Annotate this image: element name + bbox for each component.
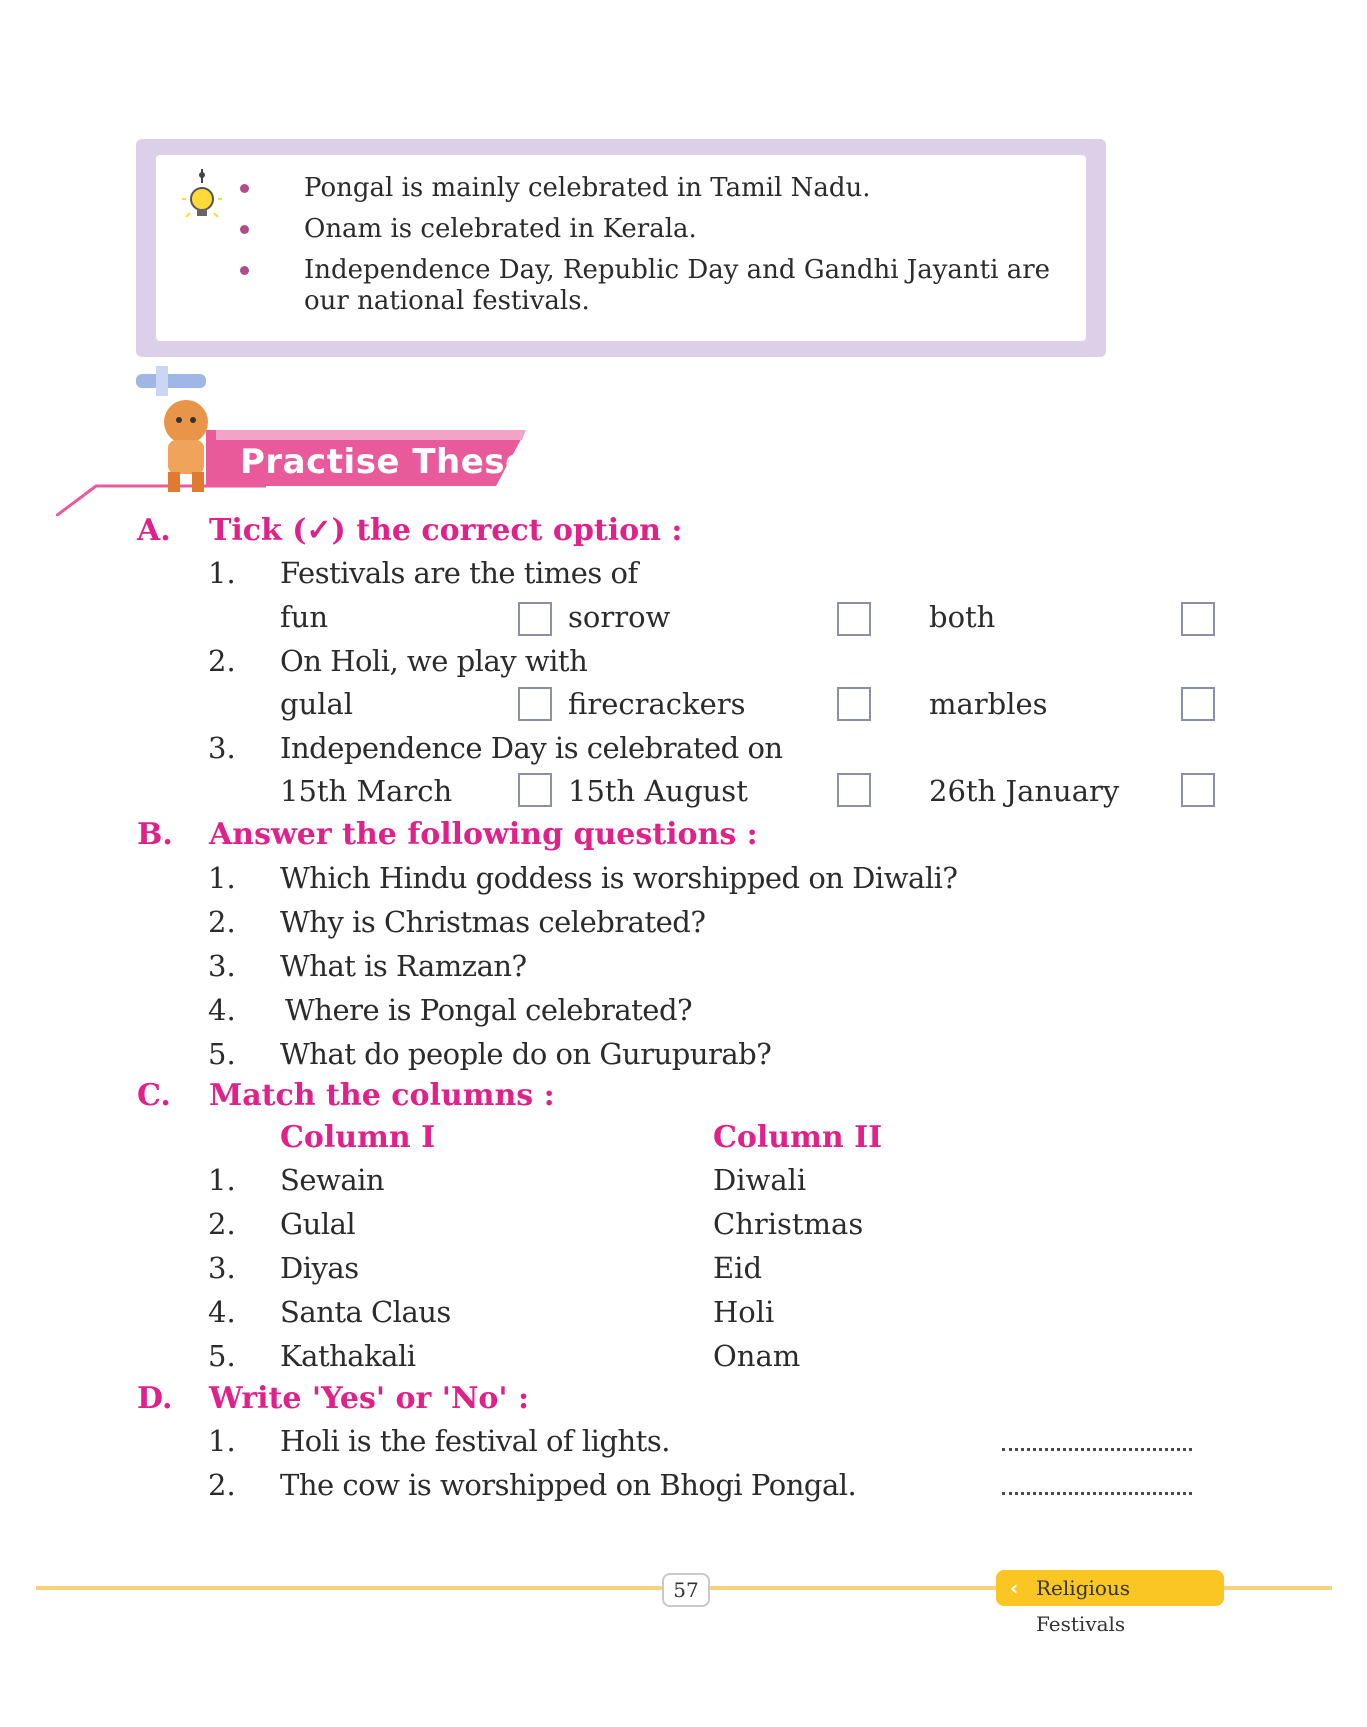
answer-blank[interactable] bbox=[1002, 1448, 1192, 1451]
option-checkbox[interactable] bbox=[518, 773, 552, 807]
tip-text: Onam is celebrated in Kerala. bbox=[304, 214, 697, 244]
section-c-letter: C. bbox=[137, 1078, 171, 1113]
chapter-title: Religious Festivals bbox=[1036, 1576, 1131, 1636]
question-text: What do people do on Gurupurab? bbox=[280, 1037, 772, 1071]
bullet-icon bbox=[240, 225, 249, 234]
tip-item bbox=[226, 255, 1066, 317]
option-label: 15th March bbox=[280, 774, 453, 808]
section-d-letter: D. bbox=[137, 1381, 173, 1416]
lightbulb-icon bbox=[182, 169, 222, 229]
section-a-letter: A. bbox=[137, 513, 171, 548]
tip-item bbox=[226, 173, 1066, 204]
chevron-left-icon: ‹ bbox=[1010, 1576, 1019, 1600]
match-col2: Holi bbox=[713, 1295, 775, 1329]
question-text: Festivals are the times of bbox=[280, 556, 638, 590]
option-checkbox[interactable] bbox=[1181, 602, 1215, 636]
question-number: 1. bbox=[208, 861, 236, 895]
option-checkbox[interactable] bbox=[837, 602, 871, 636]
match-number: 2. bbox=[208, 1207, 236, 1241]
question-number: 2. bbox=[208, 905, 236, 939]
chapter-tag bbox=[996, 1570, 1224, 1636]
match-number: 1. bbox=[208, 1163, 236, 1197]
question-text: What is Ramzan? bbox=[280, 949, 527, 983]
question-number: 4. bbox=[208, 993, 236, 1027]
tip-text: Pongal is mainly celebrated in Tamil Nadu. bbox=[304, 173, 871, 203]
match-col1: Kathakali bbox=[280, 1339, 416, 1373]
info-box-inner bbox=[156, 155, 1086, 341]
question-text: Holi is the festival of lights. bbox=[280, 1424, 670, 1458]
section-d-title: Write 'Yes' or 'No' : bbox=[209, 1381, 530, 1416]
column-1-header: Column I bbox=[280, 1120, 436, 1155]
match-col1: Diyas bbox=[280, 1251, 359, 1285]
match-col2: Christmas bbox=[713, 1207, 864, 1241]
option-checkbox[interactable] bbox=[1181, 687, 1215, 721]
match-col2: Onam bbox=[713, 1339, 801, 1373]
bullet-icon bbox=[240, 184, 249, 193]
question-number: 5. bbox=[208, 1037, 236, 1071]
option-checkbox[interactable] bbox=[837, 687, 871, 721]
match-number: 4. bbox=[208, 1295, 236, 1329]
banner-title: Practise These bbox=[240, 442, 529, 482]
match-number: 5. bbox=[208, 1339, 236, 1373]
option-label: firecrackers bbox=[568, 687, 746, 721]
tip-list bbox=[226, 173, 1066, 327]
column-2-header: Column II bbox=[713, 1120, 883, 1155]
match-col1: Sewain bbox=[280, 1163, 385, 1197]
option-label: fun bbox=[280, 600, 329, 634]
section-b-letter: B. bbox=[137, 817, 173, 852]
section-b-title: Answer the following questions : bbox=[209, 817, 758, 852]
section-a-title: Tick (✓) the correct option : bbox=[209, 513, 683, 548]
match-col1: Santa Claus bbox=[280, 1295, 451, 1329]
option-label: 15th August bbox=[568, 774, 748, 808]
option-label: sorrow bbox=[568, 600, 671, 634]
option-checkbox[interactable] bbox=[518, 602, 552, 636]
question-text: Independence Day is celebrated on bbox=[280, 731, 783, 765]
question-text: On Holi, we play with bbox=[280, 644, 588, 678]
question-text: The cow is worshipped on Bhogi Pongal. bbox=[280, 1468, 857, 1502]
question-text: Where is Pongal celebrated? bbox=[285, 993, 693, 1027]
info-box bbox=[136, 139, 1106, 357]
option-label: both bbox=[929, 600, 996, 634]
option-label: gulal bbox=[280, 687, 354, 721]
mascot-icon bbox=[136, 366, 208, 492]
option-checkbox[interactable] bbox=[837, 773, 871, 807]
match-col1: Gulal bbox=[280, 1207, 356, 1241]
option-checkbox[interactable] bbox=[1181, 773, 1215, 807]
question-number: 1. bbox=[208, 1424, 236, 1458]
match-col2: Eid bbox=[713, 1251, 763, 1285]
page-number: 57 bbox=[662, 1573, 710, 1607]
question-number: 3. bbox=[208, 949, 236, 983]
question-number: 2. bbox=[208, 1468, 236, 1502]
answer-blank[interactable] bbox=[1002, 1492, 1192, 1495]
question-text: Why is Christmas celebrated? bbox=[280, 905, 706, 939]
option-checkbox[interactable] bbox=[518, 687, 552, 721]
tip-text: Independence Day, Republic Day and Gandhi Jayanti are our national festivals. bbox=[304, 255, 1051, 316]
match-number: 3. bbox=[208, 1251, 236, 1285]
practise-banner bbox=[56, 366, 536, 516]
question-text: Which Hindu goddess is worshipped on Diwali? bbox=[280, 861, 958, 895]
question-number: 2. bbox=[208, 644, 236, 678]
option-label: marbles bbox=[929, 687, 1048, 721]
option-label: 26th January bbox=[929, 774, 1120, 808]
question-number: 1. bbox=[208, 556, 236, 590]
tip-item bbox=[226, 214, 1066, 245]
section-c-title: Match the columns : bbox=[209, 1078, 555, 1113]
question-number: 3. bbox=[208, 731, 236, 765]
bullet-icon bbox=[240, 266, 249, 275]
match-col2: Diwali bbox=[713, 1163, 807, 1197]
